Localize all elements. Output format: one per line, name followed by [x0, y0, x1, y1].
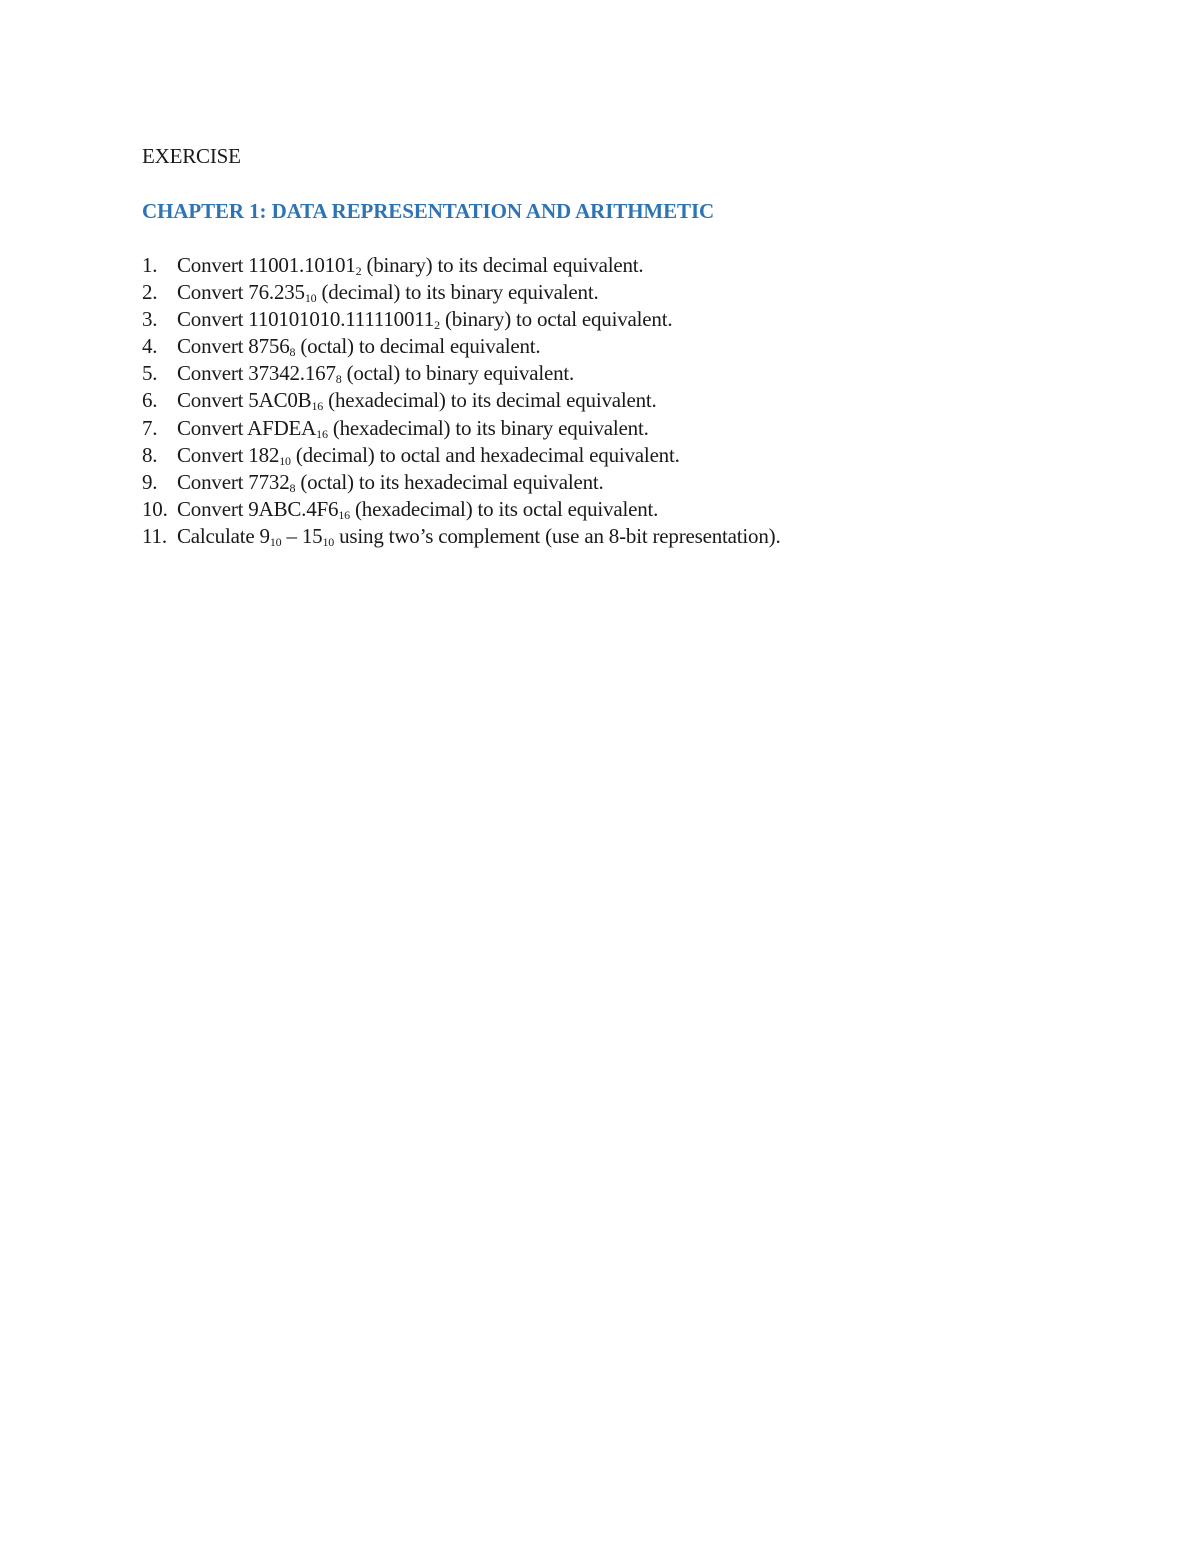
question-text-run: (octal) to decimal equivalent.	[295, 334, 541, 359]
question-text-run: Convert 37342.167	[177, 361, 336, 386]
question-item	[142, 306, 1102, 333]
question-text-run: (hexadecimal) to its octal equivalent.	[349, 496, 659, 521]
question-item	[142, 252, 1102, 279]
question-number: 4.	[142, 334, 158, 359]
question-text-run: – 15	[281, 523, 323, 548]
question-text-run: Convert 7732	[177, 469, 290, 494]
question-text-run: (hexadecimal) to its decimal equivalent.	[323, 388, 657, 413]
question-text	[177, 442, 680, 469]
question-number: 8.	[142, 442, 158, 467]
question-text-run: using two’s complement (use an 8-bit representation).	[334, 523, 781, 548]
question-item	[142, 469, 1102, 496]
question-text	[177, 496, 658, 523]
question-text-run: Convert 5AC0B	[177, 388, 312, 413]
question-text	[177, 333, 540, 360]
number-base-subscript: 8	[335, 372, 342, 387]
question-number: 11.	[142, 523, 167, 548]
exercise-heading: EXERCISE	[142, 144, 241, 168]
number-base-subscript: 2	[434, 318, 440, 333]
question-number: 6.	[142, 388, 158, 413]
question-text	[177, 387, 657, 414]
question-number: 7.	[142, 415, 158, 440]
question-number: 5.	[142, 361, 158, 386]
question-list	[142, 252, 1102, 550]
number-base-subscript: 10	[269, 534, 282, 549]
question-number: 10.	[142, 496, 168, 521]
question-text	[177, 279, 599, 306]
question-text	[177, 252, 643, 279]
question-text	[177, 306, 672, 333]
number-base-subscript: 10	[279, 453, 291, 468]
question-text	[177, 415, 649, 442]
question-text-run: Convert 182	[177, 442, 280, 467]
question-text-run: Calculate 9	[177, 523, 270, 548]
question-item	[142, 387, 1102, 414]
question-item	[142, 279, 1102, 306]
question-text	[177, 469, 604, 496]
question-number: 3.	[142, 307, 158, 332]
question-text-run: Convert 110101010.111110011	[177, 307, 435, 332]
question-text-run: Convert 9ABC.4F6	[177, 496, 339, 521]
question-text-run: Convert 11001.10101	[177, 253, 356, 277]
number-base-subscript: 16	[311, 399, 324, 414]
question-item	[142, 333, 1102, 360]
question-text-run: (decimal) to octal and hexadecimal equivalent.	[290, 442, 680, 467]
question-item	[142, 523, 1102, 550]
question-text-run: (octal) to binary equivalent.	[341, 361, 575, 386]
question-text-run: (decimal) to its binary equivalent.	[316, 280, 599, 305]
number-base-subscript: 8	[289, 480, 296, 495]
number-base-subscript: 16	[316, 426, 328, 441]
question-number: 1.	[142, 253, 158, 277]
question-item	[142, 442, 1102, 469]
question-item	[142, 496, 1102, 523]
question-text-run: (hexadecimal) to its binary equivalent.	[327, 415, 649, 440]
question-text	[177, 523, 781, 550]
document-content	[142, 143, 1102, 550]
question-text	[177, 360, 574, 387]
question-number: 9.	[142, 469, 158, 494]
number-base-subscript: 8	[289, 345, 296, 360]
question-item	[142, 360, 1102, 387]
number-base-subscript: 16	[338, 507, 350, 522]
question-text-run: (binary) to its decimal equivalent.	[361, 253, 644, 277]
question-text-run: Convert AFDEA	[177, 415, 317, 440]
number-base-subscript: 10	[304, 291, 317, 306]
question-text-run: (octal) to its hexadecimal equivalent.	[295, 469, 604, 494]
chapter-title: CHAPTER 1: DATA REPRESENTATION AND ARITHMETIC	[142, 199, 715, 223]
number-base-subscript: 10	[322, 534, 335, 549]
number-base-subscript: 2	[355, 264, 362, 278]
question-text-run: Convert 76.235	[177, 280, 305, 305]
question-text-run: Convert 8756	[177, 334, 290, 359]
question-item	[142, 415, 1102, 442]
question-number: 2.	[142, 280, 158, 305]
question-text-run: (binary) to octal equivalent.	[439, 307, 673, 332]
